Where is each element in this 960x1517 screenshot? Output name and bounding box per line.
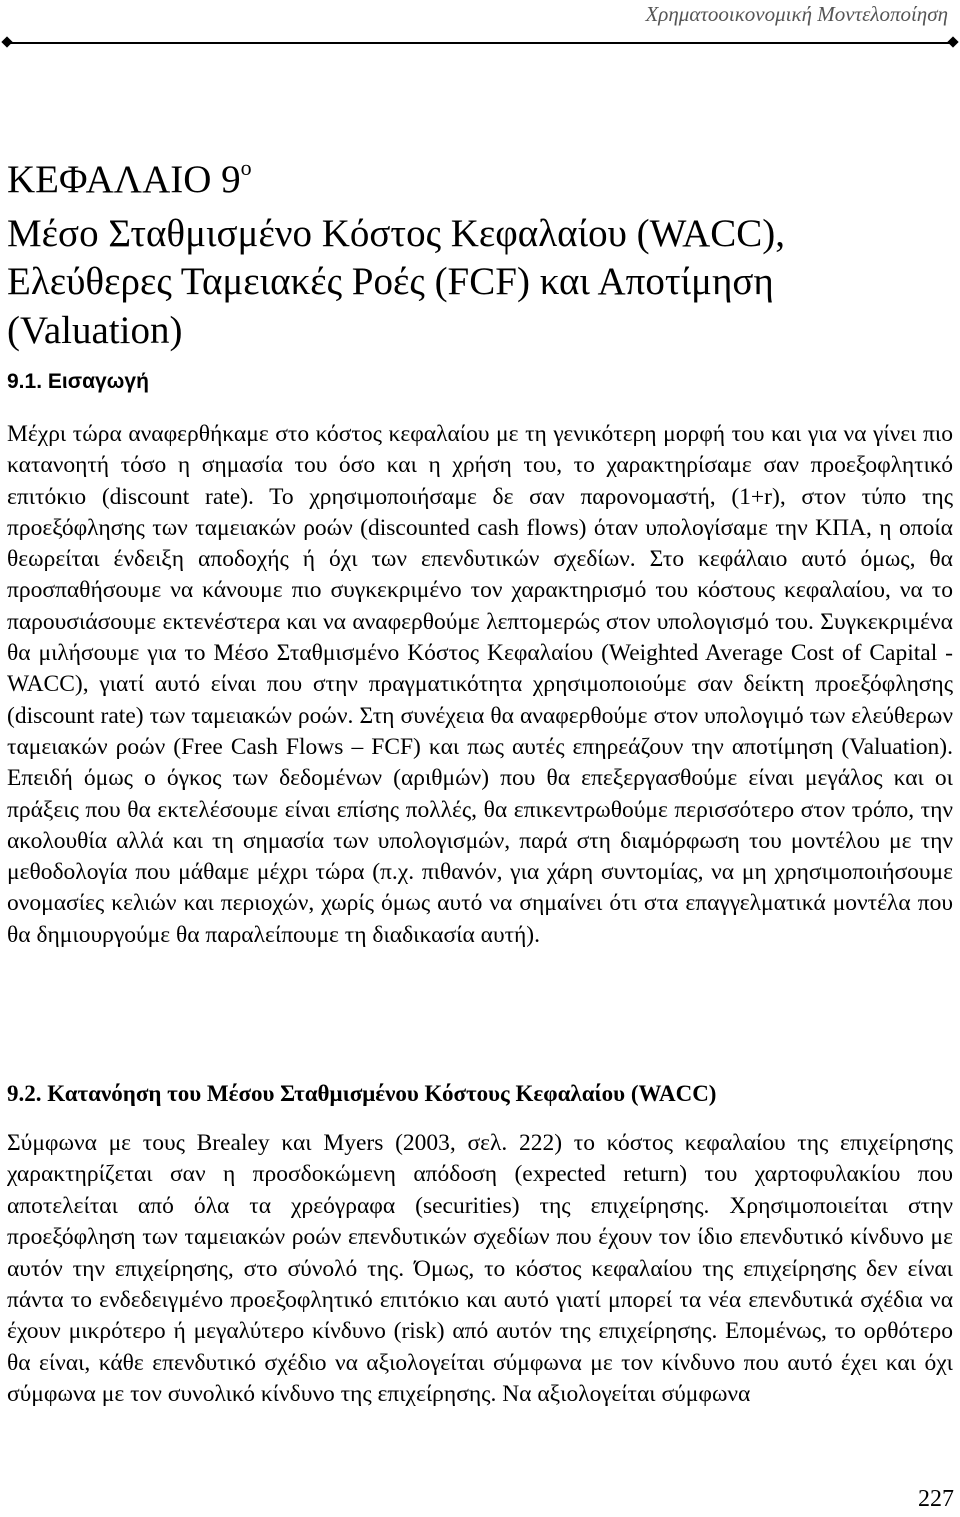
chapter-title-line-3: (Valuation)	[7, 308, 183, 352]
chapter-label-line	[7, 156, 952, 210]
rule-diamond-left-icon	[1, 36, 12, 47]
chapter-title-line-1: Μέσο Σταθμισμένο Κόστος Κεφαλαίου (WACC),	[7, 211, 786, 255]
chapter-title-line-2: Ελεύθερες Ταμειακές Ροές (FCF) και Αποτίμηση	[7, 260, 774, 303]
chapter-label: ΚΕΦΑΛΑΙΟ 9	[7, 158, 241, 201]
chapter-title	[7, 156, 952, 355]
section-heading-wacc: 9.2. Κατανόηση του Μέσου Σταθμισμένου Κόστους Κεφαλαίου (WACC)	[7, 1081, 717, 1106]
page-number: 227	[918, 1486, 954, 1512]
section-heading-introduction: 9.1. Εισαγωγή	[7, 370, 149, 393]
chapter-label-superscript: ο	[240, 155, 252, 180]
section-paragraph-wacc: Σύμφωνα με τους Brealey και Myers (2003, σελ. 222) το κόστος κεφαλαίου της επιχείρησης χαρακτηρίζεται σαν η προσδοκώμενη απόδοση (expected return) του χαρτοφυλακίου που αποτελείται από όλα τα χρεόγραφα (securities) της επιχείρησης. Χρησιμοποιείται στην προεξόφληση των ταμειακών ροών επενδυτικών σχεδίων που έχουν τον ίδιο επενδυτικό κίνδυνο με αυτόν την επιχείρησης, στο σύνολό της. Όμως, το κόστος κεφαλαίου της επιχείρησης δεν είναι πάντα το ενδεδειγμένο προεξοφλητικό επιτόκιο και αυτό γιατί μπορεί τα νέα επενδυτικά σχέδια να έχουν μικρότερο ή μεγαλύτερο κίνδυνο (risk) από αυτόν της επιχείρησης. Επομένως, το ορθότερο θα είναι, κάθε επενδυτικό σχέδιο να αξιολογείται σύμφωνα με τον κίνδυνο που αυτό έχει και όχι σύμφωνα με τον συνολικό κίνδυνο της επιχείρησης. Να αξιολογείται σύμφωνα	[7, 1130, 953, 1408]
header-rule	[6, 42, 954, 44]
running-header-title: Χρηματοοικονομική Μοντελοποίηση	[645, 2, 948, 26]
section-paragraph-introduction: Μέχρι τώρα αναφερθήκαμε στο κόστος κεφαλαίου με τη γενικότερη μορφή του και για να γίνει πιο κατανοητή τόσο η σημασία του όσο και η χρήση του, το χαρακτηρίσαμε σαν προεξοφλητικό επιτόκιο (discount rate). Το χρησιμοποιήσαμε δε σαν παρονομαστή, (1+r), στον τύπο της προεξόφλησης των ταμειακών ροών (discounted cash flows) όταν υπολογίσαμε την ΚΠΑ, η οποία θεωρείται ένδειξη αποδοχής ή όχι των επενδυτικών σχεδίων. Στο κεφάλαιο αυτό όμως, θα προσπαθήσουμε να κάνουμε πιο συγκεκριμένο τον χαρακτηρισμό του κόστους κεφαλαίου, να το παρουσιάσουμε εκτενέστερα και να αναφερθούμε λεπτομερώς στον υπολογισμό του. Συγκεκριμένα θα μιλήσουμε για το Μέσο Σταθμισμένο Κόστος Κεφαλαίου (Weighted Average Cost of Capital - WACC), γιατί αυτό είναι που στην πραγματικότητα χρησιμοποιούμε σαν δείκτη προεξόφλησης (discount rate) των ταμειακών ροών. Στη συνέχεια θα αναφερθούμε στον υπολογιμό των ελεύθερων ταμειακών ροών (Free Cash Flows – FCF) και πως αυτές επηρεάζουν την αποτίμηση (Valuation). Επειδή όμως ο όγκος των δεδομένων (αριθμών) που θα επεξεργασθούμε είναι μεγάλος και οι πράξεις που θα εκτελέσουμε είναι επίσης πολλές, θα επικεντρωθούμε περισσότερο στον τρόπο, την ακολουθία αλλά και τη σημασία των υπολογισμών, παρά στη διαμόρφωση του μοντέλου με την μεθοδολογία που μάθαμε μέχρι τώρα (π.χ. πιθανόν, για χάρη συντομίας, να μη χρησιμοποιήσουμε ονομασίες κελιών και περιοχών, χωρίς όμως αυτό να σημαίνει ότι στα επαγγελματικά μοντέλα που θα δημιουργούμε θα παραλείπουμε τη διαδικασία αυτή).	[7, 421, 953, 948]
rule-diamond-right-icon	[947, 36, 958, 47]
